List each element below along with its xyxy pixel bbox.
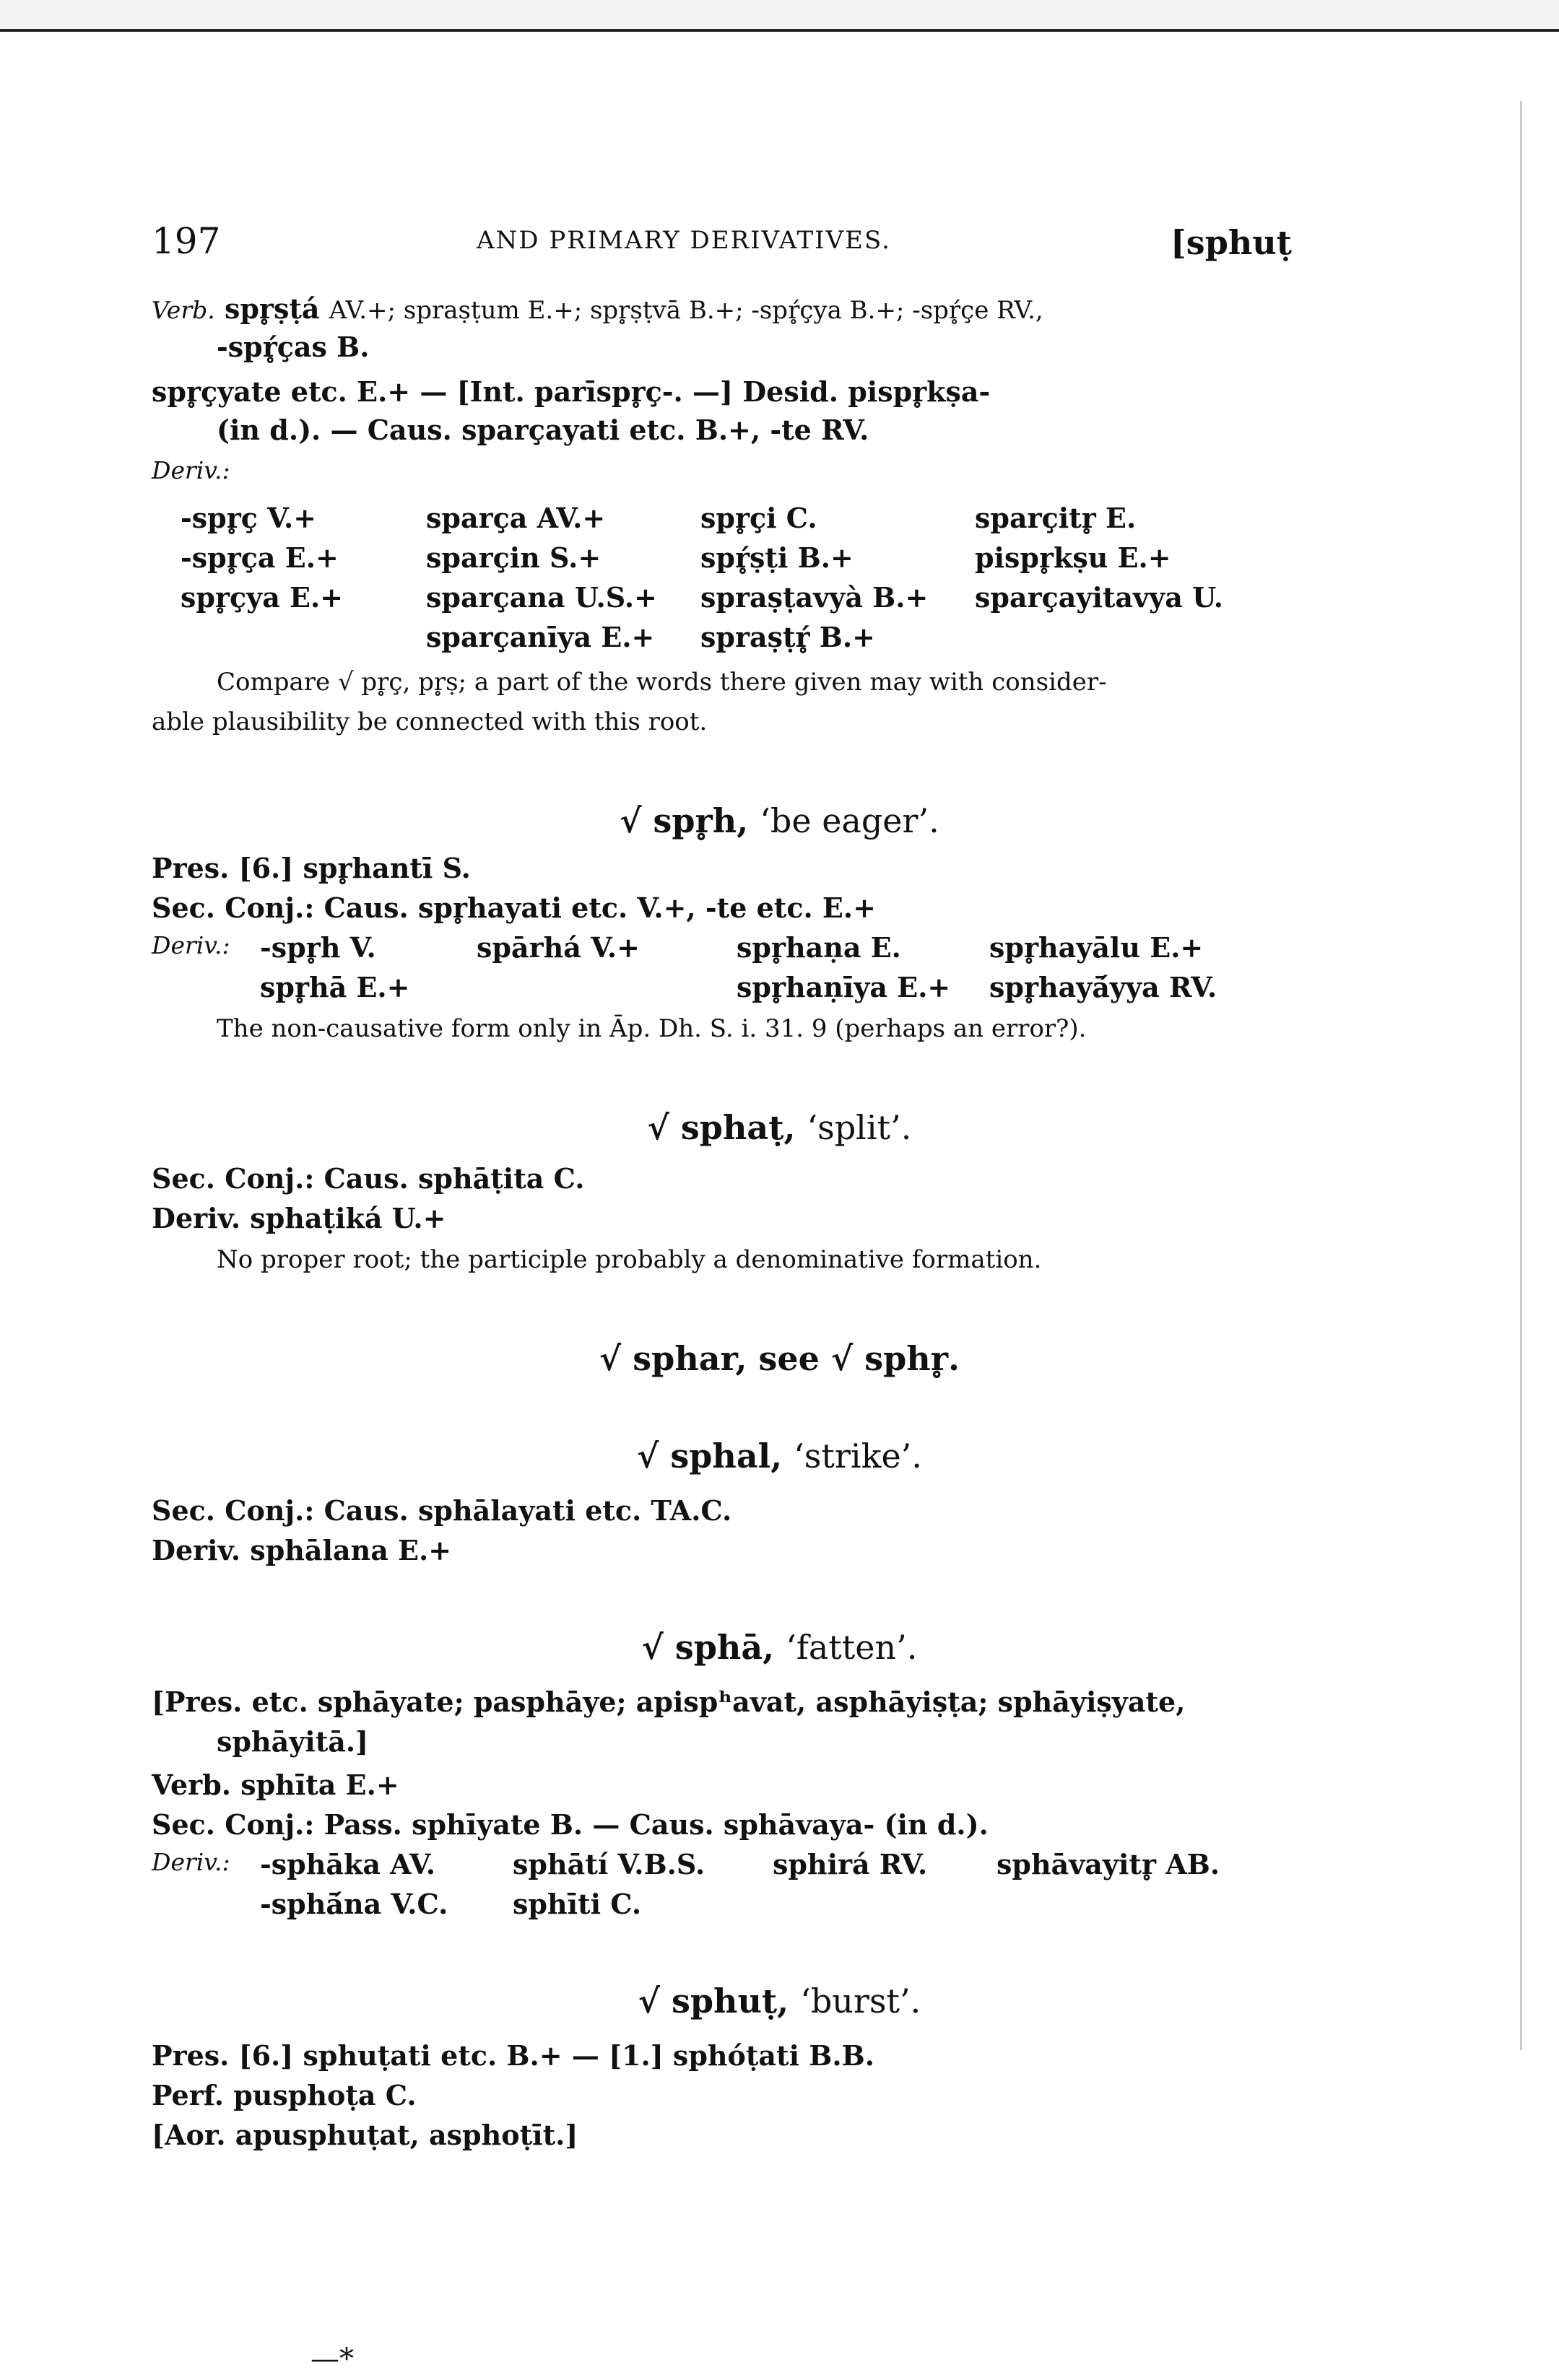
compare-note: Compare √ pr̥ç, pr̥ṣ; a part of the words there given may with consider- [217,668,1107,697]
deriv-cell: sphīti C. [513,1888,642,1920]
compare-note-cont: able plausibility be connected with this root. [152,707,708,736]
deriv-cell: sparçanīya E.+ [426,621,655,653]
page-number: 197 [152,220,221,262]
deriv-cell: -sphā́na V.C. [260,1888,448,1920]
deriv-cell: spr̥çya E.+ [181,581,344,614]
entry-heading-sphar: √ sphar, see √ sphr̥. [599,1339,960,1378]
deriv-cell: spr̥hā E.+ [260,971,410,1003]
entry-note: No proper root; the participle probably a denominative formation. [217,1245,1042,1274]
entry-note: The non-causative form only in Āp. Dh. S. i. 31. 9 (perhaps an error?). [217,1014,1087,1043]
page-header [152,220,1292,271]
deriv-line: Deriv. sphaṭiká U.+ [152,1202,446,1234]
deriv-cell: pispr̥kṣu E.+ [975,541,1171,574]
pres-line: Pres. [6.] sphuṭati etc. B.+ — [1.] sphóṭati B.B. [152,2039,874,2072]
deriv-cell: sparçin S.+ [426,541,602,574]
scan-top-edge [0,0,1559,32]
deriv-cell: sparçana U.S.+ [426,581,657,614]
deriv-cell: spr̥haṇīya E.+ [737,971,951,1003]
deriv-label: Deriv.: [152,456,230,484]
sec-conj-line: Sec. Conj.: Caus. spr̥hayati etc. V.+, -te etc. E.+ [152,892,876,924]
pres-line: Pres. [6.] spr̥hantī S. [152,852,471,884]
entry-heading-sphal: √ sphal, ‘strike’. [637,1437,922,1475]
deriv-cell: spraṣṭavyà B.+ [700,581,929,614]
deriv-cell: sparçitr̥ E. [975,502,1137,534]
deriv-cell: sphātí V.B.S. [513,1848,705,1880]
sec-conj-line: Sec. Conj.: Pass. sphīyate B. — Caus. sphāvaya- (in d.). [152,1808,989,1841]
deriv-label: Deriv.: [152,931,230,959]
deriv-cell: -sphāka AV. [260,1848,435,1880]
side-head: [sphuṭ [1171,223,1292,262]
deriv-cell: sphirá RV. [773,1848,928,1880]
deriv-cell: spārhá V.+ [477,931,640,964]
printer-mark: —* [311,2342,354,2376]
deriv-cell: spr̥haṇa E. [737,931,901,964]
deriv-cell: -spr̥ç V.+ [181,502,317,534]
deriv-cell: sparçayitavya U. [975,581,1223,614]
deriv-line: Deriv. sphālana E.+ [152,1534,452,1566]
pres-line: [Pres. etc. sphāyate; pasphāye; apispʰavat, asphāyiṣṭa; sphāyiṣyate, [152,1686,1186,1718]
deriv-cell: spr̥hayālu E.+ [989,931,1204,964]
deriv-cell: sparça AV.+ [426,502,606,534]
entry-heading-sphat: √ sphaṭ, ‘split’. [647,1108,912,1147]
running-title: AND PRIMARY DERIVATIVES. [477,226,891,255]
deriv-cell: -spr̥ça E.+ [181,541,339,574]
entry-heading-spha: √ sphā, ‘fatten’. [641,1628,918,1667]
verb-line: Verb. sphīta E.+ [152,1769,399,1801]
deriv-cell: spr̥hayā́yya RV. [989,971,1217,1003]
sec-conj-line: spr̥çyate etc. E.+ — [Int. parīspr̥ç-. —] Desid. pispr̥kṣa- [152,375,991,408]
perf-line: Perf. pusphoṭa C. [152,2079,417,2111]
aor-line: [Aor. apusphuṭat, asphoṭīt.] [152,2119,578,2151]
deriv-cell: -spr̥h V. [260,931,376,964]
deriv-cell: spŕ̥ṣṭi B.+ [700,541,854,574]
sec-conj-line: Sec. Conj.: Caus. sphālayati etc. TA.C. [152,1494,732,1527]
entry-heading-sprh: √ spr̥h, ‘be eager’. [620,801,939,840]
entry-heading-sphut: √ sphuṭ, ‘burst’. [638,1982,921,2021]
verb-line: Verb. spr̥ṣṭá AV.+; spraṣṭum E.+; spr̥ṣṭvā B.+; -spŕ̥çya B.+; -spŕ̥çe RV., [152,292,1043,325]
deriv-cell: spraṣṭŕ̥ B.+ [700,621,875,653]
scan-right-shadow [1520,101,1522,2050]
sec-conj-cont: (in d.). — Caus. sparçayati etc. B.+, -te RV. [217,414,869,446]
deriv-cell: spr̥çi C. [700,502,817,534]
deriv-label: Deriv.: [152,1848,230,1876]
deriv-cell: sphāvayitr̥ AB. [996,1848,1220,1880]
verb-line-cont: -spŕ̥ças B. [217,331,370,363]
pres-line-cont: sphāyitā.] [217,1725,369,1758]
sec-conj-line: Sec. Conj.: Caus. sphāṭita C. [152,1162,585,1195]
